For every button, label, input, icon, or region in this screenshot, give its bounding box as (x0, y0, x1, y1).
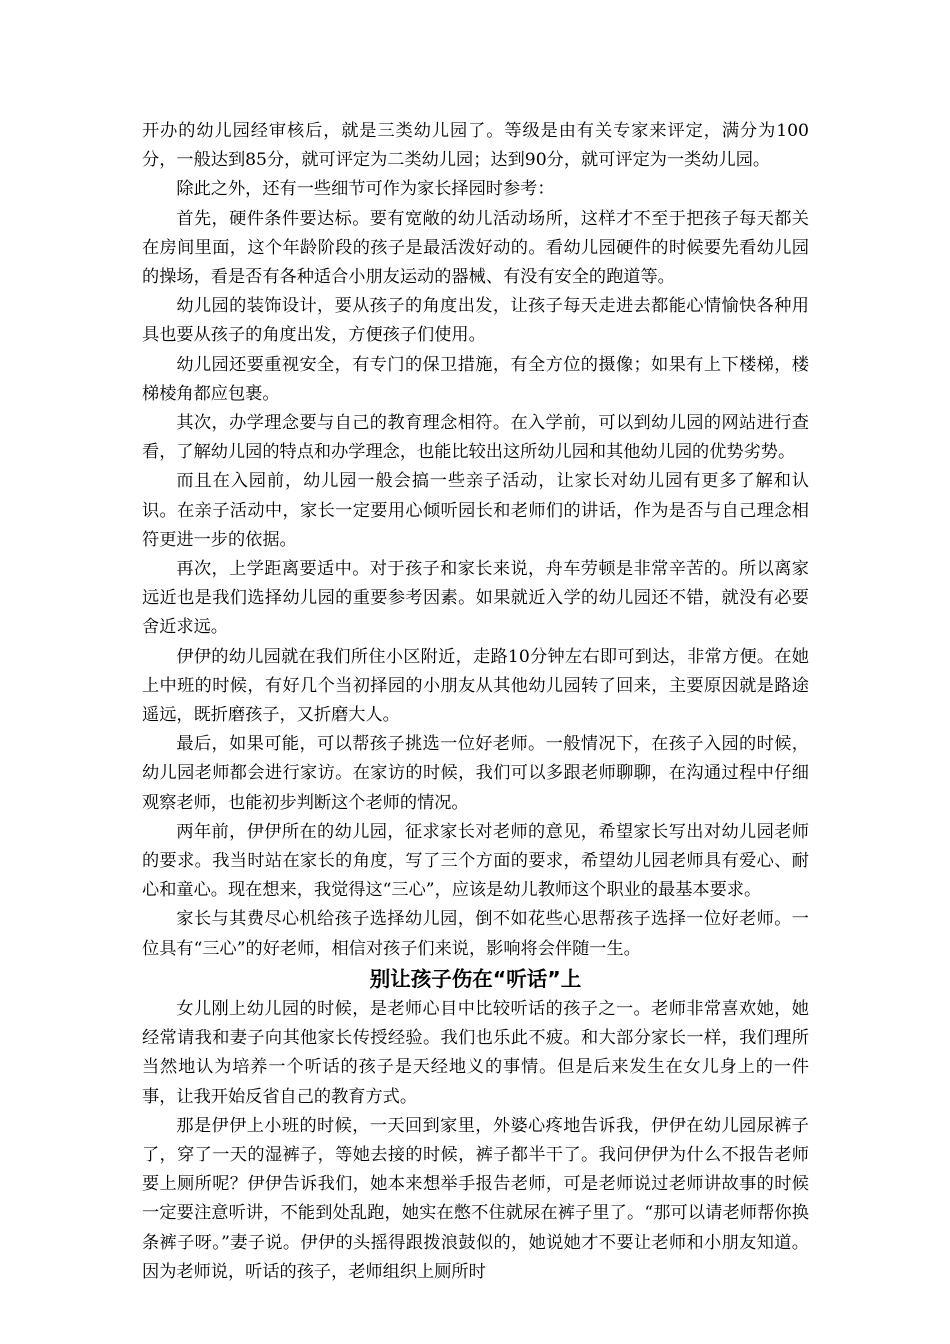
paragraph-0: 开办的幼儿园经审核后，就是三类幼儿园了。等级是由有关专家来评定，满分为100分，一般达到85分，就可评定为二类幼儿园；达到90分，就可评定为一类幼儿园。 (142, 121, 809, 171)
paragraph-8: 伊伊的幼儿园就在我们所住小区附近，走路10分钟左右即可到达，非常方便。在她上中班的时候，有好几个当初择园的小朋友从其他幼儿园转了回来，主要原因就是路途遥远，既折磨孩子，又折磨大人。 (142, 646, 809, 726)
paragraph-3: 幼儿园的装饰设计，要从孩子的角度出发，让孩子每天走进去都能心情愉快各种用具也要从孩子的角度出发，方便孩子们使用。 (142, 296, 809, 346)
paragraph-13: 那是伊伊上小班的时候，一天回到家里，外婆心疼地告诉我，伊伊在幼儿园尿裤子了，穿了一天的湿裤子，等她去接的时候，裤子都半干了。我问伊伊为什么不报告老师要上厕所呢？伊伊告诉我们，她本来想举手报告老师，可是老师说过老师讲故事的时候一定要注意听讲，不能到处乱跑，她实在憋不住就尿在裤子里了。“那可以请老师帮你换条裤子呀。”妻子说。伊伊的头摇得跟拨浪鼓似的，她说她才不要让老师和小朋友知道。因为老师说，听话的孩子，老师组织上厕所时 (142, 1115, 809, 1282)
paragraph-12: 女儿刚上幼儿园的时候，是老师心目中比较听话的孩子之一。老师非常喜欢她，她经常请我和妻子向其他家长传授经验。我们也乐此不疲。和大部分家长一样，我们理所当然地认为培养一个听话的孩子是天经地义的事情。但是后来发生在女儿身上的一件事，让我开始反省自己的教育方式。 (142, 998, 809, 1107)
paragraph-5: 其次，办学理念要与自己的教育理念相符。在入学前，可以到幼儿园的网站进行查看，了解幼儿园的特点和办学理念，也能比较出这所幼儿园和其他幼儿园的优势劣势。 (142, 413, 809, 463)
paragraph-4: 幼儿园还要重视安全，有专门的保卫措施，有全方位的摄像；如果有上下楼梯，楼梯棱角都应包裹。 (142, 354, 809, 404)
paragraph-6: 而且在入园前，幼儿园一般会搞一些亲子活动，让家长对幼儿园有更多了解和认识。在亲子活动中，家长一定要用心倾听园长和老师们的讲话，作为是否与自己理念相符更进一步的依据。 (142, 471, 809, 550)
section-heading: 别让孩子伤在“听话”上 (369, 966, 582, 991)
document-page (142, 117, 809, 1287)
paragraph-9: 最后，如果可能，可以帮孩子挑选一位好老师。一般情况下，在孩子入园的时候，幼儿园老师都会进行家访。在家访的时候，我们可以多跟老师聊聊，在沟通过程中仔细观察老师，也能初步判断这个老师的情况。 (142, 734, 809, 813)
paragraph-10: 两年前，伊伊所在的幼儿园，征求家长对老师的意见，希望家长写出对幼儿园老师的要求。我当时站在家长的角度，写了三个方面的要求，希望幼儿园老师具有爱心、耐心和童心。现在想来，我觉得这“三心”，应该是幼儿教师这个职业的最基本要求。 (142, 821, 809, 901)
paragraph-2: 首先，硬件条件要达标。要有宽敞的幼儿活动场所，这样才不至于把孩子每天都关在房间里面，这个年龄阶段的孩子是最活泼好动的。看幼儿园硬件的时候要先看幼儿园的操场，看是否有各种适合小朋友运动的器械、有没有安全的跑道等。 (142, 208, 809, 288)
paragraph-11: 家长与其费尽心机给孩子选择幼儿园，倒不如花些心思帮孩子选择一位好老师。一位具有“三心”的好老师，相信对孩子们来说，影响将会伴随一生。 (142, 909, 809, 959)
paragraph-1: 除此之外，还有一些细节可作为家长择园时参考： (176, 179, 555, 200)
paragraph-7: 再次，上学距离要适中。对于孩子和家长来说，舟车劳顿是非常辛苦的。所以离家远近也是我们选择幼儿园的重要参考因素。如果就近入学的幼儿园还不错，就没有必要舍近求远。 (142, 559, 809, 638)
